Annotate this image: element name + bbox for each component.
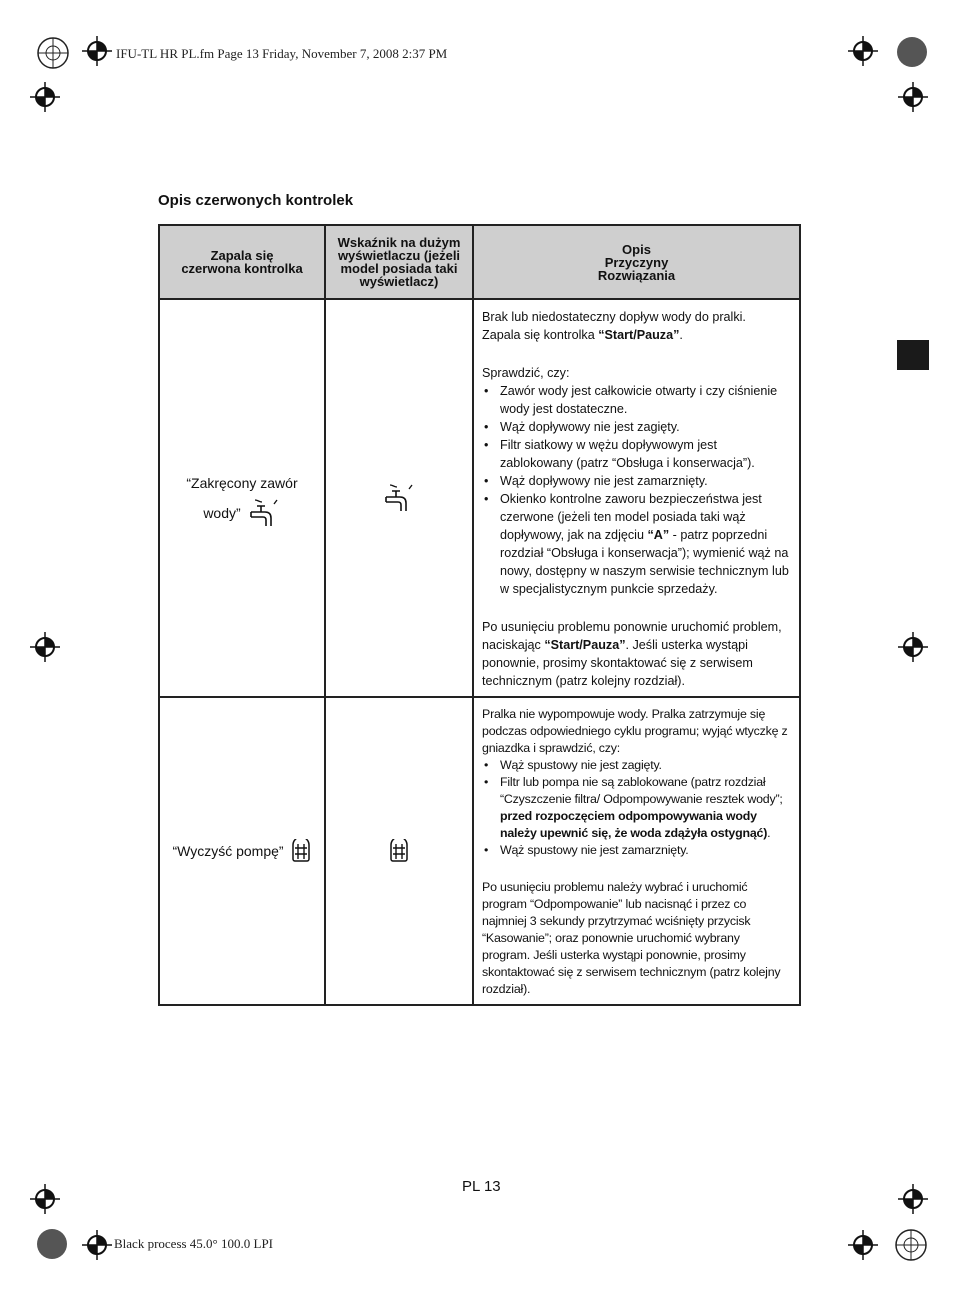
table-row: [159, 299, 800, 697]
header-description: Opis Przyczyny Rozwiązania: [473, 225, 800, 299]
crosshair-mark-icon: [898, 82, 928, 112]
display-indicator-cell: [325, 697, 473, 1005]
list-item: • Zawór wody jest całkowicie otwarty i czy ciśnienie wody jest dostateczne.: [482, 382, 789, 418]
description-cell: [473, 697, 800, 1005]
crosshair-mark-icon: [848, 1230, 878, 1260]
row-label-cell: [159, 299, 325, 697]
table-row: [159, 697, 800, 1005]
print-footer: Black process 45.0° 100.0 LPI: [114, 1236, 274, 1251]
page-number: PL 13: [462, 1178, 501, 1195]
faucet-icon: [382, 483, 416, 513]
crosshair-mark-icon: [898, 632, 928, 662]
list-item: • Wąż spustowy nie jest zamarznięty.: [482, 842, 789, 859]
red-indicator-table: [158, 224, 801, 1006]
check-list: [482, 757, 789, 859]
row-label: “Wyczyść pompę”: [172, 837, 311, 865]
check-title: Sprawdzić, czy:: [482, 366, 570, 380]
resolution-text: Po usunięciu problemu należy wybrać i uruchomić program “Odpompowanie” lub nacisnąć i przez co najmniej 3 sekundy przytrzymać wciśnięty przycisk “Kasowanie”; oraz ponownie uruchomić wybrany program. Jeśli usterka wystąpi ponownie, prosimy skontaktować się z serwisem technicznym (patrz kolejny rozdział).: [482, 880, 781, 996]
crosshair-mark-icon: [30, 82, 60, 112]
faucet-icon: [247, 498, 281, 528]
header-display-indicator: Wskaźnik na dużym wyświetlaczu (jeżeli model posiada taki wyświetlacz): [325, 225, 473, 299]
print-header: IFU-TL HR PL.fm Page 13 Friday, November 7, 2008 2:37 PM: [116, 46, 448, 61]
registration-mark-icon: [894, 1228, 928, 1262]
list-item: • Wąż spustowy nie jest zagięty.: [482, 757, 789, 774]
crosshair-mark-icon: [82, 36, 112, 66]
grey-dot-mark-icon: [36, 1228, 68, 1260]
table-header-row: [159, 225, 800, 299]
cause-text: Brak lub niedostateczny dopływ wody do pralki.: [482, 310, 746, 324]
crosshair-mark-icon: [30, 1184, 60, 1214]
section-tab-marker: [897, 340, 929, 370]
pump-filter-icon: [290, 839, 312, 863]
row-label: “Zakręcony zawór wody”: [160, 468, 324, 528]
cause-text: Pralka nie wypompowuje wody. Pralka zatrzymuje się podczas odpowiedniego cyklu programu; wyjąć wtyczkę z gniazdka i sprawdzić, czy:: [482, 707, 788, 755]
registration-mark-icon: [36, 36, 70, 70]
resolution-text: Po usunięciu problemu ponownie uruchomić problem, naciskając “Start/Pauza”. Jeśli usterka wystąpi ponownie, prosimy skontaktować się z serwisem technicznym (patrz kolejny rozdział).: [482, 620, 782, 688]
list-item: • Filtr lub pompa nie są zablokowane (patrz rozdział “Czyszczenie filtra/ Odpompowywanie resztek wody”; przed rozpoczęciem odpompowywania wody należy upewnić się, że woda zdążyła ostygnąć).: [482, 774, 789, 842]
grey-dot-mark-icon: [896, 36, 928, 68]
row-label-cell: [159, 697, 325, 1005]
list-item: • Wąż dopływowy nie jest zamarznięty.: [482, 472, 789, 490]
pump-filter-icon: [388, 839, 410, 863]
cause-indicator-text: Zapala się kontrolka “Start/Pauza”.: [482, 328, 683, 342]
display-indicator-cell: [325, 299, 473, 697]
crosshair-mark-icon: [82, 1230, 112, 1260]
crosshair-mark-icon: [848, 36, 878, 66]
section-title: Opis czerwonych kontrolek: [158, 192, 354, 209]
list-item: • Wąż dopływowy nie jest zagięty.: [482, 418, 789, 436]
check-list: [482, 382, 789, 598]
crosshair-mark-icon: [898, 1184, 928, 1214]
list-item: • Filtr siatkowy w wężu dopływowym jest zablokowany (patrz “Obsługa i konserwacja”).: [482, 436, 789, 472]
header-red-light: Zapala się czerwona kontrolka: [159, 225, 325, 299]
description-cell: [473, 299, 800, 697]
list-item: • Okienko kontrolne zaworu bezpieczeństwa jest czerwone (jeżeli ten model posiada taki wąż dopływowy, jak na zdjęciu “A” - patrz poprzedni rozdział “Obsługa i konserwacja”); wymienić wąż na nowy, dostępny w naszym serwisie technicznym lub w specjalistycznym punkcie sprzedaży.: [482, 490, 789, 598]
crosshair-mark-icon: [30, 632, 60, 662]
